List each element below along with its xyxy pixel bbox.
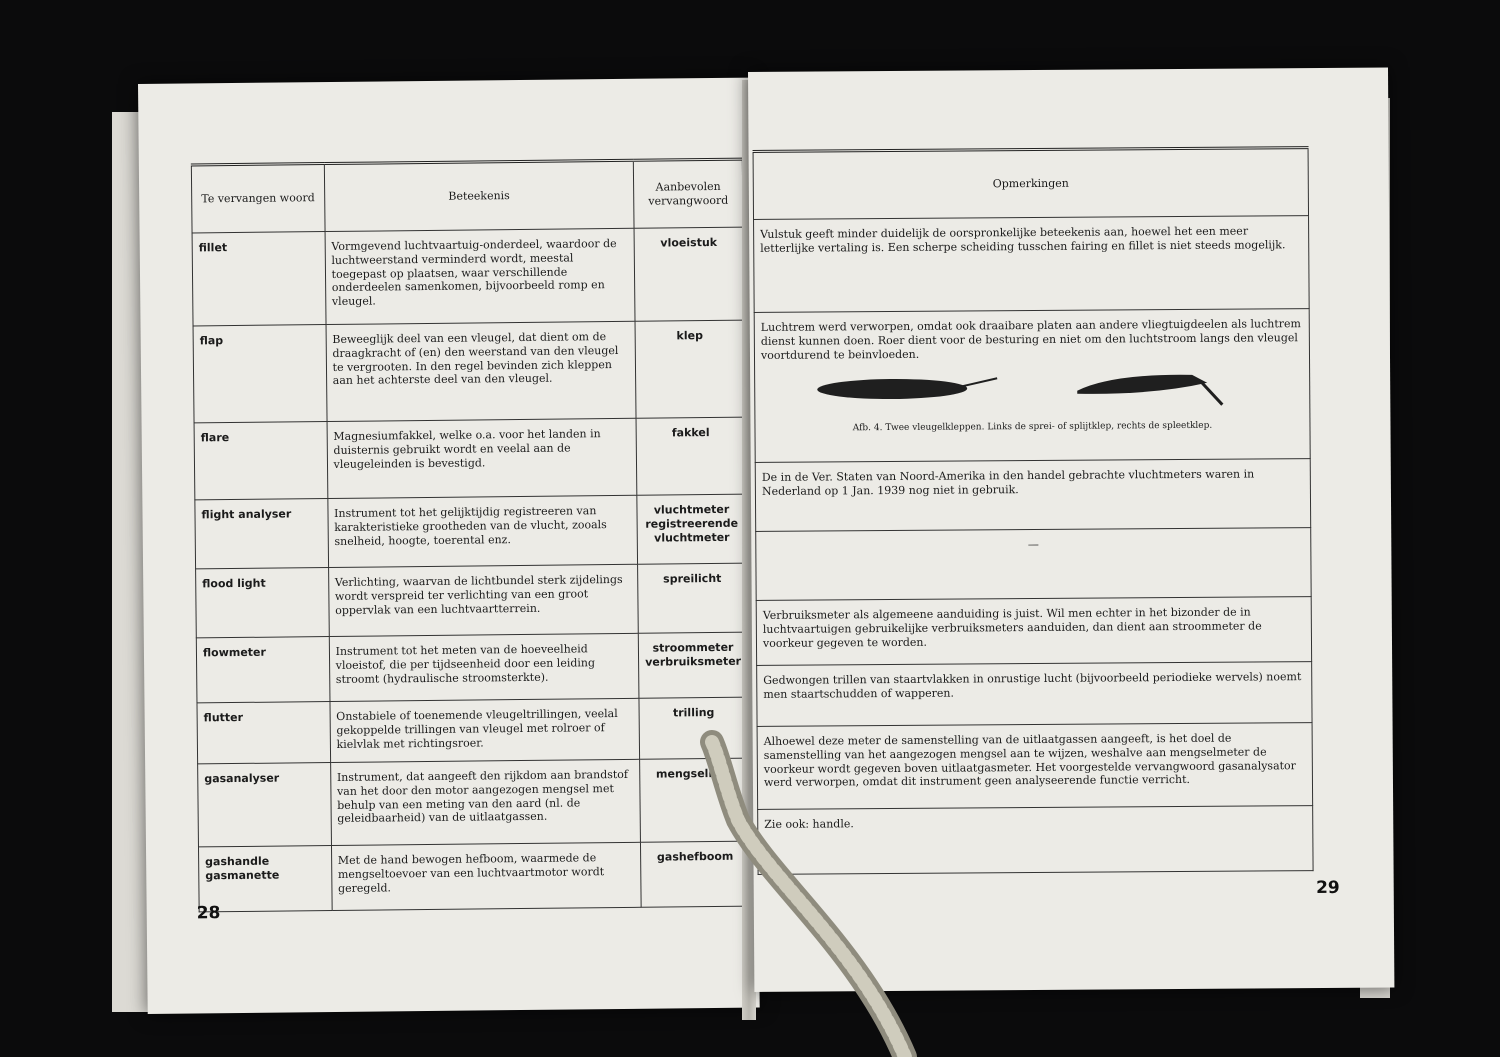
header-replacement: Aanbevolen vervangwoord	[633, 159, 743, 228]
remarks-table	[753, 146, 1314, 875]
replacement: vluchtmeter registreerende vluchtmeter	[637, 494, 747, 564]
slotted-flap	[1200, 381, 1222, 405]
replacement: klep	[635, 320, 745, 418]
remark: Gedwongen trillen van staartvlakken in onrustige lucht (bijvoorbeeld periodieke wervels) noemt men staartschudden of wapperen.	[757, 662, 1312, 727]
table-row	[757, 723, 1313, 810]
term: flare	[194, 422, 327, 500]
figure-caption: Afb. 4. Twee vleugelkleppen. Links de sprei- of splijtklep, rechts de spleetklep.	[852, 420, 1213, 434]
replacement: fakkel	[636, 417, 746, 495]
replacement: vloeistuk	[634, 227, 744, 321]
term: flutter	[197, 702, 330, 764]
page-right	[748, 68, 1394, 992]
meaning: Instrument, dat aangeeft den rijkdom aan brandstof van het door den motor aangezogen mengsel met behulp van een meting van den aard (nl. de geleidbaarheid) van de uitlaatgassen.	[330, 759, 640, 845]
table-row	[757, 662, 1312, 727]
remark: Alhoewel deze meter de samenstelling van de uitlaatgassen aangeeft, is het doel de samenstelling van het aangezogen mengsel aan te wijzen, weshalve aan mengselmeter de voorkeur wordt gegeven boven uitlaatgasmeter. Het voorgestelde vervangwoord gasanalysator werd verworpen, omdat dit instrument geen analyseerende functie verricht.	[757, 723, 1313, 810]
header-remarks: Opmerkingen	[753, 148, 1308, 220]
table-row	[758, 806, 1313, 875]
table-row	[756, 528, 1311, 601]
table-row	[196, 632, 748, 703]
remark: De in de Ver. Staten van Noord-Amerika in den handel gebrachte vluchtmeters waren in Nederland op 1 Jan. 1939 nog niet in gebruik.	[755, 459, 1310, 532]
table-row	[198, 758, 750, 847]
replacement: gashefboom	[641, 841, 751, 907]
table-header-row	[753, 148, 1308, 220]
table-row	[754, 216, 1310, 313]
table-row	[754, 309, 1310, 463]
table-row	[193, 320, 745, 423]
remark: Luchtrem werd verworpen, omdat ook draaibare platen aan andere vliegtuigdeelen als luchtrem dienst kunnen doen. Roer dient voor de besturing en niet om den luchtstroom langs den vleugel voortdurend te beinvloeden. Afb. 4. Twee vleugelkleppen. Links de sprei- of splijtklep, rechts de spleetklep.	[754, 309, 1310, 463]
table-row	[195, 494, 747, 569]
meaning: Magnesiumfakkel, welke o.a. voor het landen in duisternis gebruikt wordt en veelal aan de vleugeleinden is bevestigd.	[327, 418, 637, 498]
replacement: stroommeter verbruiksmeter	[638, 632, 748, 698]
meaning: Instrument tot het meten van de hoeveelheid vloeistof, die per tijdseenheid door een leiding stroomt (hydraulische stroomsterkte).	[329, 633, 639, 701]
split-flap-wing	[817, 379, 967, 400]
term: gashandle gasmanette	[198, 846, 331, 912]
flap-figure	[761, 364, 1303, 435]
meaning: Instrument tot het gelijktijdig registreeren van karakteristieke grootheden van de vlucht, zooals snelheid, hoogte, toerental enz.	[327, 495, 637, 567]
table-row	[196, 563, 748, 638]
meaning: Onstabiele of toenemende vleugeltrillingen, veelal gekoppelde trillingen van vleugel met rolroer of kielvlak met richtingsroer.	[330, 698, 640, 762]
slotted-flap-wing	[1077, 375, 1207, 394]
page-number: 28	[196, 903, 221, 924]
term: gasanalyser	[198, 763, 332, 847]
term: flowmeter	[196, 637, 329, 703]
header-meaning: Beteekenis	[324, 160, 634, 231]
table-row	[756, 597, 1311, 666]
wing-flaps-illustration	[812, 365, 1252, 418]
split-flap	[952, 379, 997, 389]
page-left	[138, 78, 760, 1014]
remark: Verbruiksmeter als algemeene aanduiding is juist. Wil men echter in het bizonder de in luchtvaartuigen gebruikelijke verbruiksmeters aanduiden, dan dient aan stroommeter de voorkeur gegeven te worden.	[756, 597, 1311, 666]
page-number: 29	[1315, 877, 1340, 899]
table-row	[755, 459, 1310, 532]
remark: Vulstuk geeft minder duidelijk de oorspronkelijke beteekenis aan, hoewel het een meer letterlijke vertaling is. Een scherpe scheiding tusschen fairing en fillet is niet steeds mogelijk.	[754, 216, 1310, 313]
meaning: Verlichting, waarvan de lichtbundel sterk zijdelings wordt verspreid ter verlichting van een groot oppervlak van een luchtvaartterrein.	[328, 564, 638, 636]
replacement: spreilicht	[638, 563, 748, 633]
replacement: mengselmet	[640, 758, 750, 842]
term: flap	[193, 325, 327, 423]
meaning: Met de hand bewogen hefboom, waarmede de mengseltoevoer van een luchtvaartmotor wordt geregeld.	[331, 842, 641, 910]
term: flood light	[196, 568, 329, 638]
replacement: trilling	[639, 697, 749, 759]
glossary-table	[191, 158, 751, 913]
remark: Zie ook: handle.	[758, 806, 1313, 875]
table-row	[192, 227, 744, 326]
meaning: Beweeglijk deel van een vleugel, dat dient om de draagkracht of (en) den weerstand van den vleugel te vergrooten. In den regel bevinden zich kleppen aan het achterste deel van den vleugel.	[326, 321, 636, 421]
header-term: Te vervangen woord	[191, 164, 324, 233]
term: flight analyser	[195, 499, 328, 569]
table-row	[198, 841, 750, 912]
remark: —	[756, 528, 1311, 601]
table-row	[194, 417, 746, 500]
term: fillet	[192, 232, 326, 326]
meaning: Vormgevend luchtvaartuig-onderdeel, waardoor de luchtweerstand verminderd wordt, meestal toegepast op plaatsen, waar verschillende onderdeelen samenkomen, bijvoorbeeld romp en vleugel.	[325, 228, 635, 324]
table-header-row	[191, 159, 743, 233]
table-row	[197, 697, 749, 764]
